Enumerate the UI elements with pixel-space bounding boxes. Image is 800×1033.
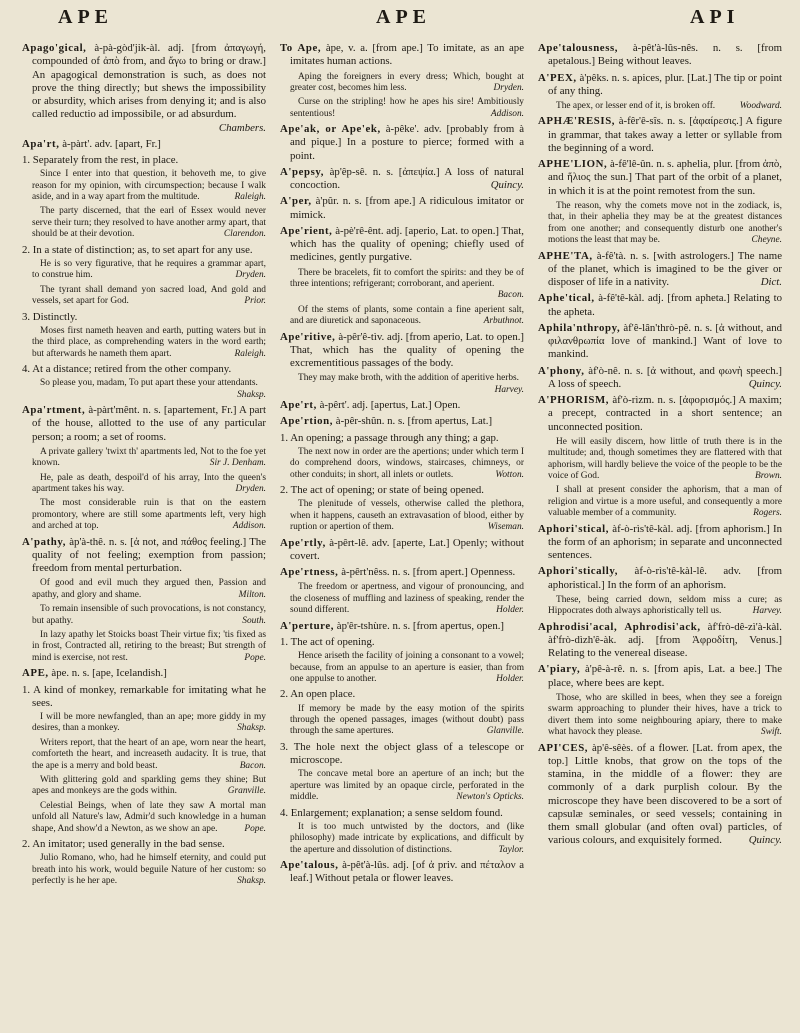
entry-sense bbox=[22, 244, 266, 257]
entry-sense bbox=[22, 363, 266, 376]
citation-quote bbox=[32, 259, 266, 282]
entry-sense bbox=[280, 741, 524, 768]
entry-text: They may make broth, with the addition of aperitive herbs. bbox=[298, 373, 520, 384]
citation-quote bbox=[290, 651, 524, 685]
entry-text: àf-ò-rìs'tê-kàl. adj. [from aphorism.] In the form of an aphorism; in separate and unconnected sentences. bbox=[548, 522, 782, 562]
headword: A'PEX, bbox=[538, 71, 577, 84]
entry-text: àp'ê-sêès. of a flower. [Lat. from apex, the top.] Little knobs, that grow on the tops of the stamina, in the middle of a flower: they are commonly of a dark purplish colour. By the microscope they have been discovered to be a sort of capsulæ seminales, or seed vessels; containing in them small globular (and often oval) particles, of various colours, and exquisitely formed. bbox=[548, 741, 782, 847]
source-citation: Pope. bbox=[244, 823, 266, 834]
headword: Ape'ak, or Ape'ek, bbox=[280, 123, 381, 136]
dictionary-columns bbox=[22, 42, 782, 1026]
entry-text: àf'ò-nê. n. s. [ἀ without, and φωνὴ speech.] A loss of speech. bbox=[548, 364, 782, 390]
entry-sense bbox=[280, 636, 524, 649]
entry-text: Curse on the stripling! how he apes his sire! Ambitiously sententious! bbox=[290, 97, 524, 119]
entry-text: In lazy apathy let Stoicks boast Their virtue fix; 'tis fixed as in frost, Contracted all, retiring to the breast; But strength of mind is exercise, not rest. bbox=[32, 630, 266, 663]
headword: A'piary, bbox=[538, 663, 581, 676]
citation-quote bbox=[290, 769, 524, 803]
entry-text: à-pà-gòd'jik-àl. adj. [from ἀπαγωγή, compounded of ἀπὸ from, and ἄγω to bring or draw.] An apagogical demonstration is such, as does not prove the thing directly; but shews the impossibility or absurdity, which arises from denying it; and is also called reductio ad impossibile, or ad absurdum. bbox=[32, 42, 266, 121]
headword: Ape'rtness, bbox=[280, 566, 339, 579]
source-citation: Dryden. bbox=[493, 82, 524, 93]
source-citation: Taylor. bbox=[498, 844, 524, 855]
dictionary-entry bbox=[22, 138, 266, 151]
entry-text: The concave metal bore an aperture of an inch; but the aperture was limited by an opaque circle, perforated in the middle. bbox=[290, 769, 524, 803]
entry-text: 1. An opening; a passage through any thing; a gap. bbox=[280, 431, 499, 444]
entry-sense bbox=[280, 432, 524, 445]
entry-text: à'pêks. n. s. apices, plur. [Lat.] The tip or point of any thing. bbox=[548, 71, 782, 97]
dictionary-entry bbox=[538, 115, 782, 155]
entry-sense bbox=[280, 484, 524, 497]
entry-text: Hence ariseth the facility of joining a consonant to a vowel; because, from an appulse to an aperture is easier, than from one appulse to another. bbox=[290, 651, 524, 684]
entry-text: The reason, why the comets move not in the zodiack, is, that, in their aphelia they may be at the greatest distances from one another; and consequently disturb one another's motions the least that may be. bbox=[548, 200, 782, 246]
entry-text: 2. An imitator; used generally in the bad sense. bbox=[22, 838, 225, 851]
entry-text: These, being carried down, seldom miss a cure; as Hippocrates doth always aphoristically tell us. bbox=[548, 594, 782, 617]
source-citation: Raleigh. bbox=[234, 348, 266, 359]
dictionary-entry bbox=[538, 250, 782, 290]
entry-text: The next now in order are the apertions; under which term I do comprehend doors, windows, staircases, chimneys, or other conduits; in short, all inlets or outlets. bbox=[290, 446, 524, 480]
citation-quote bbox=[548, 201, 782, 247]
citation-quote bbox=[32, 630, 266, 664]
headword: APHE'TA, bbox=[538, 249, 593, 262]
entry-text: The plenitude of vessels, otherwise called the plethora, when it happens, causeth an extravasation of blood, either by ruption or apertion of them. bbox=[290, 499, 524, 533]
entry-text: à-pêrt'nêss. n. s. [from apert.] Openness. bbox=[341, 566, 516, 579]
headword: Aphori'stically, bbox=[538, 565, 619, 578]
headword: A'perture, bbox=[280, 619, 335, 632]
headword: Apago'gical, bbox=[22, 42, 87, 54]
source-citation: Raleigh. bbox=[234, 192, 266, 203]
entry-text: Those, who are skilled in bees, when they see a foreign swarm approaching to plunder their hives, have a trick to divert them into some neighbouring apiary, there to make what havock they please. bbox=[548, 692, 782, 738]
citation-quote bbox=[290, 499, 524, 533]
dictionary-entry bbox=[538, 621, 782, 661]
entry-text: 3. Distinctly. bbox=[22, 310, 78, 323]
source-citation: Milton. bbox=[238, 589, 266, 600]
entry-text: If memory be made by the easy motion of the spirits through the opened passages, images (without doubt) pass through the same apertures. bbox=[290, 703, 524, 737]
headword: Ape'talousness, bbox=[538, 42, 619, 54]
dictionary-entry bbox=[538, 394, 782, 434]
entry-text: à-pêrt-lê. adv. [aperte, Lat.] Openly; without covert. bbox=[290, 536, 524, 562]
entry-text: The tyrant shall demand yon sacred load, And gold and vessels, set apart for God. bbox=[32, 284, 266, 307]
citation-quote bbox=[290, 447, 524, 481]
entry-text: 3. The hole next the object glass of a telescope or microscope. bbox=[280, 740, 524, 767]
entry-sense bbox=[22, 154, 266, 167]
citation-quote bbox=[32, 604, 266, 627]
headword: A'pepsy, bbox=[280, 165, 325, 178]
entry-text: 1. The act of opening. bbox=[280, 635, 375, 648]
entry-text: The apex, or lesser end of it, is broken off. bbox=[556, 101, 716, 111]
dictionary-entry bbox=[538, 365, 782, 392]
dictionary-entry bbox=[538, 322, 782, 362]
entry-sense bbox=[280, 688, 524, 701]
dictionary-entry bbox=[538, 742, 782, 848]
source-citation: Rogers. bbox=[753, 508, 782, 519]
entry-text: The party discerned, that the earl of Essex would never serve their turn; they resolved to have another army apart, that should be at their devotion. bbox=[32, 206, 266, 240]
running-head-left: APE bbox=[58, 6, 113, 28]
entry-text: à-pêt'à-lûs-nês. n. s. [from apetalous.] Being without leaves. bbox=[548, 42, 782, 68]
entry-text: The freedom or apertness, and vigour of pronouncing, and the closeness of muffling and laziness of speaking, render the sound different. bbox=[290, 582, 524, 616]
entry-text: I will be more newfangled, than an ape; more giddy in my desires, than a monkey. bbox=[32, 712, 266, 734]
entry-text: The most considerable ruin is that on the eastern promontory, where are still some apartments left, very high and arched at top. bbox=[32, 498, 266, 532]
citation-quote bbox=[32, 473, 266, 496]
dictionary-entry bbox=[538, 72, 782, 99]
citation-quote bbox=[290, 582, 524, 616]
entry-text: à-fê'tà. n. s. [with astrologers.] The name of the planet, which is imagined to be the giver or disposer of life in a nativity. bbox=[548, 249, 782, 289]
source-citation: Dict. bbox=[760, 276, 782, 289]
entry-text: Julio Romano, who, had he himself eternity, and could put breath into his work, would beguile Nature of her custom: so perfectly is he her ape. bbox=[32, 853, 266, 887]
entry-text: à-fê'tê-kàl. adj. [from apheta.] Relating to the apheta. bbox=[548, 292, 782, 318]
entry-sense bbox=[22, 311, 266, 324]
citation-quote bbox=[32, 169, 266, 203]
source-citation: Quincy. bbox=[748, 834, 782, 847]
entry-text: Of the stems of plants, some contain a fine aperient salt, and are diuretick and saponaceous. bbox=[290, 304, 524, 327]
column-3 bbox=[538, 42, 782, 1026]
citation-quote bbox=[32, 326, 266, 360]
source-citation: Quincy. bbox=[748, 377, 782, 390]
running-head bbox=[0, 6, 800, 36]
citation-quote bbox=[548, 437, 782, 483]
citation-quote bbox=[32, 801, 266, 835]
entry-sense bbox=[22, 838, 266, 851]
dictionary-entry bbox=[280, 537, 524, 564]
entry-text: àpe. n. s. [ape, Icelandish.] bbox=[51, 667, 167, 680]
source-citation: Shaksp. bbox=[237, 723, 266, 734]
headword: Aphe'tical, bbox=[538, 292, 595, 305]
entry-text: He will easily discern, how little of truth there is in the multitude; and, though sometimes they are flattered with that aphorism, will hardly believe the voice of the people to be the voice of God. bbox=[548, 436, 782, 481]
citation-quote bbox=[290, 822, 524, 856]
citation-quote bbox=[32, 285, 266, 308]
entry-text: à-fêr'ê-sîs. n. s. [ἀφαίρεσις.] A figure in grammar, that takes away a letter or syllable from the beginning of a word. bbox=[548, 115, 782, 154]
citation-quote bbox=[548, 101, 782, 112]
source-citation: Pope. bbox=[244, 652, 266, 663]
citation-quote bbox=[32, 578, 266, 601]
source-citation: Bacon. bbox=[239, 760, 266, 771]
column-1 bbox=[22, 42, 266, 1026]
entry-text: Writers report, that the heart of an ape, worn near the heart, comforteth the heart, and increaseth audacity. It is true, that the ape is a merry and bold beast. bbox=[32, 737, 266, 771]
entry-text: àf'ê-lân'thrò-pê. n. s. [ἀ without, and φιλανθρωπία love of mankind.] Want of love to mankind. bbox=[548, 321, 782, 361]
dictionary-entry bbox=[538, 565, 782, 592]
source-citation: Harvey. bbox=[752, 606, 782, 617]
citation-quote bbox=[290, 704, 524, 738]
dictionary-entry bbox=[280, 42, 524, 69]
headword: Ape'rient, bbox=[280, 224, 333, 237]
entry-text: à-fê'lê-ûn. n. s. aphelia, plur. [from ἀπὸ, and ἥλιος the sun.] That part of the orbit of a planet, in which it is at the point remotest from the sun. bbox=[548, 158, 782, 197]
source-citation: Arbuthnot. bbox=[483, 316, 524, 327]
entry-text: àp'à-thê. n. s. [ἀ not, and πάθος feeling.] The quality of not feeling; exemption from passion; freedom from mental perturbation. bbox=[32, 535, 266, 575]
citation-quote bbox=[32, 853, 266, 887]
source-citation: Quincy. bbox=[490, 179, 524, 192]
entry-text: àf'frò-dê-zì'à-kàl. àf'frò-dìzh'ê-àk. adj. [from Ἀφροδίτη, Venus.] Relating to the venereal disease. bbox=[548, 620, 782, 660]
entry-text: à-pêke'. adv. [probably from à and pique.] In a posture to pierce; formed with a point. bbox=[290, 123, 524, 162]
entry-text: 2. An open place. bbox=[280, 688, 356, 701]
citation-quote bbox=[32, 447, 266, 470]
entry-text: à-pêr'ê-tìv. adj. [from aperio, Lat. to open.] That, which has the quality of opening the excrementitious passages of the body. bbox=[290, 330, 524, 370]
dictionary-entry bbox=[280, 566, 524, 579]
source-citation: Prior. bbox=[244, 296, 266, 307]
entry-text: à'pê-à-rê. n. s. [from apis, Lat. a bee.] The place, where bees are kept. bbox=[548, 663, 782, 689]
entry-text: He, pale as death, despoil'd of his array, Into the queen's apartment takes his way. bbox=[32, 472, 266, 495]
source-citation: Holder. bbox=[496, 605, 524, 616]
headword: APHE'LION, bbox=[538, 158, 608, 171]
citation-quote bbox=[32, 775, 266, 798]
entry-text: àf-ò-rìs'tê-kàl-lê. adv. [from aphoristical.] In the form of an aphorism. bbox=[548, 565, 782, 591]
entry-text: Of good and evil much they argued then, Passion and apathy, and glory and shame. bbox=[32, 578, 266, 600]
running-head-center: APE bbox=[376, 6, 431, 28]
headword: A'pathy, bbox=[22, 535, 67, 548]
citation-quote bbox=[290, 72, 524, 95]
entry-text: à-pêrt'. adj. [apertus, Lat.] Open. bbox=[319, 399, 461, 412]
headword: Apa'rtment, bbox=[22, 404, 86, 417]
entry-text: Aping the foreigners in every dress; Which, bought at greater cost, becomes him less. bbox=[290, 71, 524, 93]
dictionary-entry bbox=[280, 331, 524, 371]
source-citation: Wotton. bbox=[495, 469, 524, 480]
headword: Aphori'stical, bbox=[538, 522, 610, 535]
column-2 bbox=[280, 42, 524, 1026]
source-citation: Newton's Opticks. bbox=[456, 792, 524, 803]
citation-quote bbox=[548, 693, 782, 739]
headword: Ape'rtion, bbox=[280, 415, 334, 428]
dictionary-entry bbox=[538, 42, 782, 69]
dictionary-entry bbox=[280, 620, 524, 633]
headword: Ape'rtly, bbox=[280, 536, 326, 549]
headword: Ape'ritive, bbox=[280, 330, 336, 343]
source-citation: Harvey. bbox=[494, 384, 524, 395]
entry-text: à'pûr. n. s. [from ape.] A ridiculous imitator or mimick. bbox=[290, 195, 524, 221]
citation-quote bbox=[32, 378, 266, 401]
source-citation: Clarendon. bbox=[223, 229, 266, 240]
dictionary-entry bbox=[280, 225, 524, 265]
headword: Aphrodisi'acal, Aphrodisi'ack, bbox=[538, 620, 701, 633]
headword: APE, bbox=[22, 667, 49, 680]
citation-quote bbox=[32, 712, 266, 735]
entry-text: à-pêt'à-lûs. adj. [of ἀ priv. and πέταλον a leaf.] Without petala or flower leaves. bbox=[290, 859, 524, 885]
citation-quote bbox=[548, 485, 782, 519]
headword: A'PHORISM, bbox=[538, 394, 610, 407]
headword: Ape'talous, bbox=[280, 859, 339, 871]
headword: API'CES, bbox=[538, 741, 589, 754]
entry-text: To remain insensible of such provocations, is not constancy, but apathy. bbox=[32, 604, 266, 626]
headword: Ape'rt, bbox=[280, 399, 317, 412]
entry-text: Celestial Beings, when of late they saw A mortal man unfold all Nature's law, Admir'd such knowledge in a human shape, And show'd a Newton, as we show an ape. bbox=[32, 800, 266, 834]
citation-quote bbox=[290, 305, 524, 328]
entry-text: à-pàrt'mênt. n. s. [apartement, Fr.] A part of the house, allotted to the use of any particular person; a room; a set of rooms. bbox=[32, 404, 266, 443]
dictionary-entry bbox=[280, 859, 524, 886]
entry-text: Since I enter into that question, it behoveth me, to give reason for my opinion, with circumspection; because I walk aside, and in a way apart from the multitude. bbox=[32, 169, 266, 203]
entry-sense bbox=[22, 684, 266, 711]
dictionary-entry bbox=[280, 195, 524, 222]
dictionary-entry bbox=[280, 123, 524, 163]
entry-text: 4. At a distance; retired from the other company. bbox=[22, 363, 232, 376]
headword: A'phony, bbox=[538, 364, 585, 377]
citation-quote bbox=[290, 97, 524, 120]
dictionary-entry bbox=[22, 667, 266, 680]
dictionary-entry bbox=[280, 415, 524, 428]
entry-text: It is too much untwisted by the doctors, and (like philosophy) made intricate by explications, and difficult by the aperture and dissolution of distinctions. bbox=[290, 821, 524, 855]
source-citation: Shaksp. bbox=[237, 876, 266, 887]
entry-text: à-pàrt'. adv. [apart, Fr.] bbox=[62, 137, 161, 150]
dictionary-entry bbox=[22, 42, 266, 135]
source-citation: Wiseman. bbox=[487, 522, 524, 533]
entry-text: I shall at present consider the aphorism, that a man of religion and virtue is a more useful, and consequently a more valuable member of a community. bbox=[548, 485, 782, 519]
citation-quote bbox=[548, 595, 782, 618]
headword: Aphila'nthropy, bbox=[538, 321, 621, 334]
dictionary-entry bbox=[280, 166, 524, 193]
source-citation: Addison. bbox=[490, 108, 524, 119]
headword: Apa'rt, bbox=[22, 137, 60, 150]
entry-text: àpe, v. a. [from ape.] To imitate, as an ape imitates human actions. bbox=[290, 42, 524, 68]
entry-text: With glittering gold and sparkling gems they shine; But apes and monkeys are the gods within. bbox=[32, 775, 266, 797]
headword: A'per, bbox=[280, 195, 312, 208]
source-citation: Chambers. bbox=[218, 121, 266, 134]
running-head-right: API bbox=[690, 6, 740, 28]
source-citation: Bacon. bbox=[497, 290, 524, 301]
entry-text: 1. A kind of monkey, remarkable for imitating what he sees. bbox=[22, 683, 266, 709]
source-citation: Granville. bbox=[227, 786, 266, 797]
citation-quote bbox=[290, 268, 524, 302]
citation-quote bbox=[32, 498, 266, 532]
source-citation: Dryden. bbox=[235, 484, 266, 495]
dictionary-entry bbox=[538, 158, 782, 198]
citation-quote bbox=[32, 206, 266, 240]
dictionary-entry bbox=[280, 399, 524, 412]
entry-text: à-pêr-shûn. n. s. [from apertus, Lat.] bbox=[335, 415, 493, 428]
dictionary-entry bbox=[538, 663, 782, 690]
entry-text: He is so very figurative, that he requires a grammar apart, to construe him. bbox=[32, 258, 266, 281]
entry-text: So please you, madam, To put apart these your attendants. bbox=[40, 378, 258, 389]
source-citation: South. bbox=[242, 615, 266, 626]
entry-text: àf'ò-rìzm. n. s. [ἀφορισμός.] A maxim; a precept, contracted in a short sentence; an unconnected position. bbox=[548, 394, 782, 433]
source-citation: Woodward. bbox=[739, 101, 782, 111]
source-citation: Dryden. bbox=[235, 270, 266, 281]
entry-text: àp'êr-tshùre. n. s. [from apertus, open.] bbox=[336, 619, 505, 632]
dictionary-entry bbox=[538, 292, 782, 319]
entry-text: 2. In a state of distinction; as, to set apart for any use. bbox=[22, 243, 253, 256]
source-citation: Addison. bbox=[232, 521, 266, 532]
dictionary-entry bbox=[22, 536, 266, 576]
headword: APHÆ'RESIS, bbox=[538, 115, 616, 128]
source-citation: Brown. bbox=[755, 471, 782, 481]
entry-text: A private gallery 'twixt th' apartments led, Not to the foe yet known. bbox=[32, 446, 266, 469]
entry-sense bbox=[280, 807, 524, 820]
source-citation: Sir J. Denham. bbox=[209, 458, 266, 469]
entry-text: There be bracelets, fit to comfort the spirits: and they be of three intentions; refrigerant; corroborant, and aperient. bbox=[290, 267, 524, 290]
entry-text: à-pè'rê-ênt. adj. [aperio, Lat. to open.] That, which has the quality of opening; chiefly used of medicines, gently purgative. bbox=[290, 224, 524, 264]
citation-quote bbox=[290, 373, 524, 396]
entry-text: 1. Separately from the rest, in place. bbox=[22, 154, 179, 166]
entry-text: àp'êp-sê. n. s. [ἀπεψία.] A loss of natural concoction. bbox=[290, 165, 524, 192]
dictionary-entry bbox=[538, 523, 782, 563]
source-citation: Cheyne. bbox=[751, 235, 782, 246]
entry-text: 2. The act of opening; or state of being opened. bbox=[280, 484, 484, 497]
citation-quote bbox=[32, 738, 266, 772]
source-citation: Glanville. bbox=[486, 726, 524, 737]
headword: To Ape, bbox=[280, 42, 322, 54]
source-citation: Holder. bbox=[496, 673, 524, 684]
dictionary-entry bbox=[22, 404, 266, 444]
source-citation: Shaksp. bbox=[237, 389, 266, 400]
entry-text: 4. Enlargement; explanation; a sense seldom found. bbox=[280, 806, 503, 819]
entry-text: Moses first nameth heaven and earth, putting waters but in the third place, as comprehending waters in the word earth; but afterwards he nameth them apart. bbox=[32, 325, 266, 359]
source-citation: Swift. bbox=[760, 727, 782, 738]
